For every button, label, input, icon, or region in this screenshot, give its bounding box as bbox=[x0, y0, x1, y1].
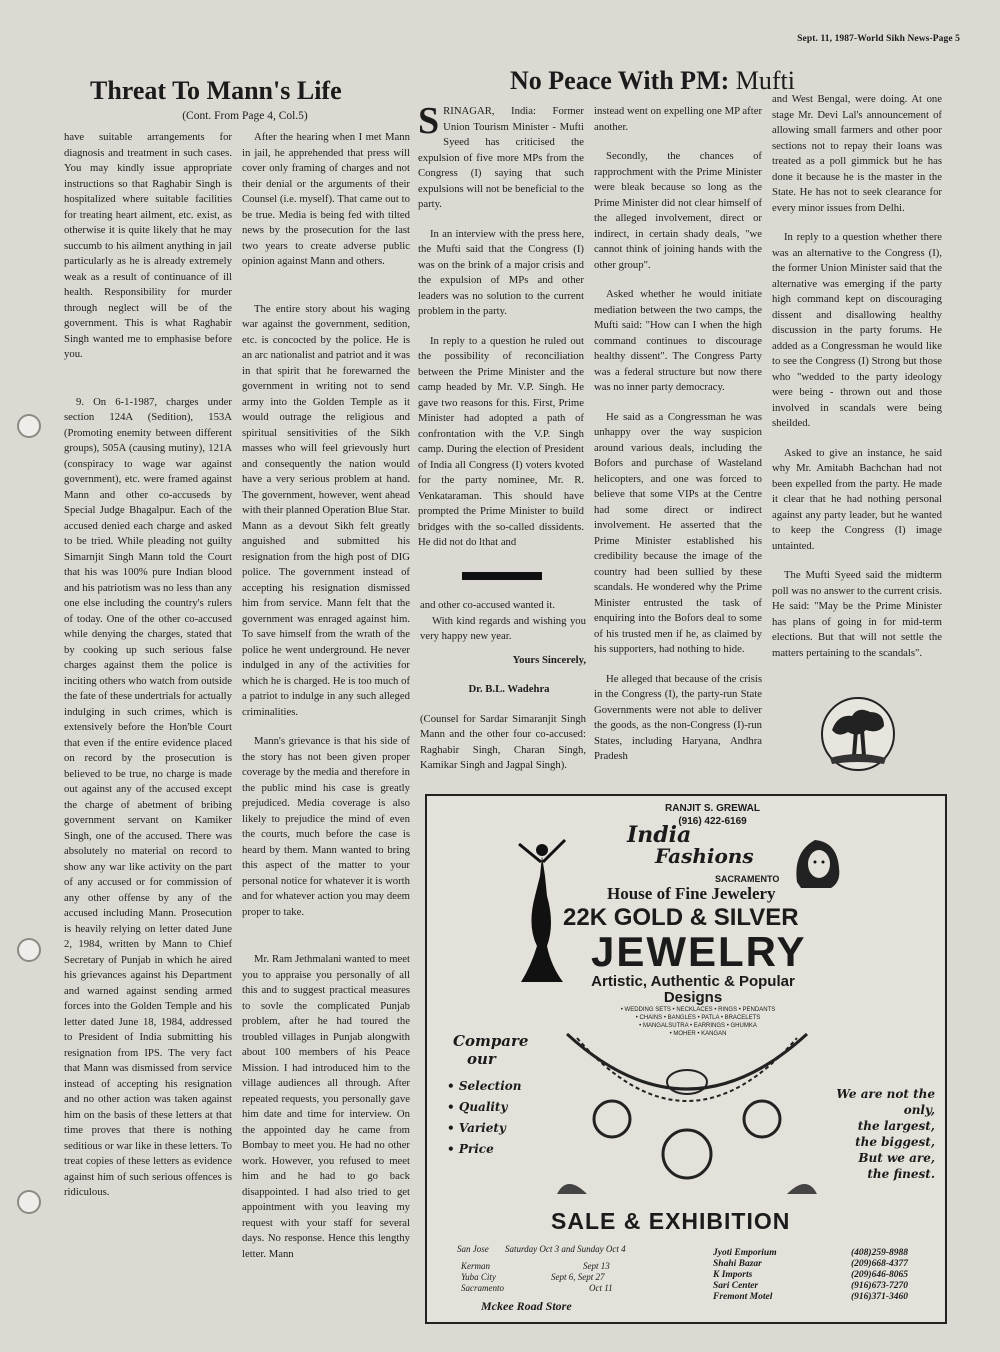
article-separator-bar bbox=[462, 572, 542, 580]
ad-city: SACRAMENTO bbox=[715, 874, 780, 884]
closing-salutation: Yours Sincerely, bbox=[512, 653, 586, 666]
ad-venue-date: Sept 6, Sept 27 bbox=[551, 1272, 605, 1282]
ad-store-name: Fremont Motel bbox=[713, 1292, 773, 1302]
binder-hole-middle bbox=[17, 938, 41, 962]
ad-venue-city: Yuba City bbox=[461, 1272, 496, 1282]
ad-sale-exhibition: SALE & EXHIBITION bbox=[551, 1208, 791, 1234]
ad-phone-number: (209)668-4377 bbox=[851, 1259, 908, 1269]
ad-venue-city: Kerman bbox=[461, 1261, 490, 1271]
paragraph: Mann's grievance is that his side of the story has not been given proper coverage by the media and therefore in the public mind his case is greatly prejudiced. Media coverage is also likely to prejudice the mind of even the courts, much before the case is heard by them. Mann wanted to bring this aspect of the matter to your personal notice for whatever it is worth and for whatever action you may deem proper to take. bbox=[242, 735, 410, 918]
paragraph: With kind regards and wishing you very happy new year. bbox=[420, 614, 586, 642]
ad-mckee-store: Mckee Road Store bbox=[481, 1299, 572, 1313]
letter-closing bbox=[420, 598, 586, 788]
tree-emblem-illustration bbox=[818, 694, 898, 774]
signature-name: Dr. B.L. Wadehra bbox=[468, 683, 550, 695]
ad-store-name: K Imports bbox=[713, 1270, 753, 1280]
paragraph: Asked whether he would initiate mediation between the two camps, the Mufti said: "How can I when the high command continues to discourage healthy dissent". The Congress Party was a federal structure but now there was no inner party democracy. bbox=[594, 288, 762, 393]
ad-compare-line: Compare bbox=[453, 1032, 529, 1050]
left-article-headline: Threat To Mann's Life bbox=[90, 76, 342, 105]
paragraph: He alleged that because of the crisis in the Congress (I), the party-run State Governments were not able to deliver the goods, as the non-Congress (I)-run States, including Haryana, Andhra Pradesh bbox=[594, 672, 762, 762]
left-article-column-1 bbox=[64, 130, 232, 1330]
signature-detail: (Counsel for Sardar Simaranjit Singh Mann and the other four co-accused: Raghabir Singh, Charan Singh, Kamikar Singh and Jagpal Singh). bbox=[420, 712, 586, 771]
paragraph: In reply to a question whether there was an alternative to the Congress (I), the former Union Minister said that the alternative was emerging if the party high command kept on discouraging dissent and disallowing healthy discussion in the party forums. He added as a Congressman he would like to see the Congress (I) Strong but those who "wedded to the party ideology were being - thrown out and those involved in scandals were being sheilded. bbox=[772, 231, 942, 429]
headline-light-part: Mufti bbox=[735, 66, 795, 95]
drop-cap: S bbox=[418, 104, 440, 142]
jewelry-advertisement bbox=[425, 794, 947, 1324]
ad-phone-number: (408)259-8988 bbox=[851, 1248, 908, 1258]
ad-bullet-item: • Price bbox=[447, 1139, 522, 1160]
ad-brand-line-2: Fashions bbox=[655, 844, 754, 868]
continued-from-note: (Cont. From Page 4, Col.5) bbox=[182, 110, 308, 122]
ad-compare-line: our bbox=[467, 1050, 496, 1068]
paragraph: and West Bengal, were doing. At one stage Mr. Devi Lal's announcement of allowing small farmers and other poor sections not to repay their loans was treated as a poll gimmick but he has done it because he is the master in the State. He has not to seek clearance for every minor issues from Delhi. bbox=[772, 93, 942, 214]
ad-slogan-line: the finest. bbox=[867, 1167, 935, 1181]
ad-slogan-line: the largest, bbox=[857, 1119, 935, 1133]
paragraph: The entire story about his waging war against the government, sedition, etc. is concocted by the police. He is an arc nationalist and patriot and it was in that spirit that he forewarned the government in writing not to send army into the Golden Temple as it would outrage the religious and spiritual sensitivities of the Sikh masses who will feel grievously hurt and consequently the nation would have a very serious problem at hand. The government, however, went ahead with their planned Operation Blue Star. Mann as a devout Sikh felt greatly anguished and submitted his resignation from the high post of DIG police. The government instead of accepting his resignation dismissed him from service. Mann felt that the government was enraged against him. To save himself from the wrath of the police he went underground. He never indulged in any of the activities for which he is charged. He is too much of a patriot to indulge in any such alleged criminalities. bbox=[242, 302, 410, 718]
ad-jewelry-title: JEWELRY bbox=[591, 928, 807, 975]
ad-phone-number: (916)371-3460 bbox=[851, 1292, 908, 1302]
ad-brand-line-1: India bbox=[627, 822, 692, 848]
page-dateline: Sept. 11, 1987-World Sikh News-Page 5 bbox=[797, 34, 960, 44]
ad-slogan-line: We are not the only, bbox=[836, 1087, 935, 1117]
necklace-illustration bbox=[537, 1024, 837, 1202]
ad-store-name: Shahi Bazar bbox=[713, 1259, 762, 1269]
ad-bullet-item: • Selection bbox=[447, 1076, 522, 1097]
right-article-headline bbox=[510, 66, 795, 96]
ad-items-line: • MOHER • KANGAN bbox=[669, 1031, 727, 1037]
ad-store-list bbox=[713, 1248, 777, 1303]
ad-store-name: Sari Center bbox=[713, 1281, 759, 1291]
ad-venue-city: Sacramento bbox=[461, 1283, 504, 1293]
paragraph: After the hearing when I met Mann in jail, he apprehended that press will cover only framing of charges and not their denial or the arguments of their Counsel (i.e. myself). That came out to be true. Media is being fed with tilted news by the prosecution for the last two years to create adverse public opinion against Mann and others. bbox=[242, 131, 410, 267]
ad-bullet-list bbox=[447, 1076, 522, 1160]
ad-slogan-line: But we are, bbox=[858, 1151, 935, 1165]
binder-hole-top bbox=[17, 414, 41, 438]
ad-slogan-line: the biggest, bbox=[855, 1135, 935, 1149]
paragraph: RINAGAR, India: Former Union Tourism Minister - Mufti Syeed has criticised the expulsion of five more MPs from the Congress (I) saying that such expulsions will not be beneficial to the party. bbox=[418, 105, 584, 210]
paragraph: and other co-accused wanted it. bbox=[420, 599, 556, 611]
ad-store-name: Jyoti Emporium bbox=[713, 1248, 777, 1258]
paragraph: 9. On 6-1-1987, charges under section 124A (Sedition), 153A (Promoting enemity between different groups), 505A (causing mutiny), 121A (conspiracy to wage war against government), etc. were framed against Mann and other co-accuseds by Special Judge Bhagalpur. Each of the accused denied each charge and asked to be tried. While pleading not guilty Simarnjit Singh Mann told the Court that his was 100% pure Indian blood and his patriotism was no less than any one else including the country's rulers of today. One of the other co-accused while denying the charges, stated that by cooking up such serious false charges against them the police is inciting others who watch from outside the fate of these undertrials for actually indulging in such crimes, which is extensively before the Hon'ble Court that even if the entire evidence placed on record by the prosecution is believed to be true, no charge is made out against any of the accused except the charge of abetment of bribing government servant on Kamiker Singh, one of the accused. There was absolutely no material on record to show any war like activity on the part of any accused or for commission of any other offense by any of the accused including Mann. Prosecution is heavily relying on letter dated June 2, 1984, written by Mann to Chief Secretary of Punjab in which he aired his grievances against his Department and warned against sending armed forces into the Golden Temple and his letter dated June 18, 1984, addressed to President of India submitting his resignation from IPS. The very fact that Mann was dismissed from service instead of accepting his resignation and no other action was taken against him on the basis of these letters at that time proves that there is nothing seditious or war like in these letters. To treat copies of these letters as evidence against him of such serious offences is ridiculous. bbox=[64, 395, 232, 1198]
paragraph: The Mufti Syeed said the midterm poll was no answer to the current crisis. He said: "May be the Prime Minister has plans of going in for mid-term elections. But that will not settle the matters pertaining to the scandals". bbox=[772, 569, 942, 659]
ad-venue-city: San Jose bbox=[457, 1244, 489, 1254]
ad-phone-number: (916)673-7270 bbox=[851, 1281, 908, 1291]
woman-portrait-illustration bbox=[787, 832, 847, 892]
ad-bullet-item: • Quality bbox=[447, 1097, 522, 1118]
paragraph: Mr. Ram Jethmalani wanted to meet you to appraise you personally of all this and to suggest practical measures to sovle the complicated Punjab problem, after he had toured the troubled villages in Punjab alongwith about 100 members of his Peace Mission. I had introduced him to the village audiences all through. After repeated requests, you personally gave him date and time for interview. On the appointed day he came from Bombay to meet you. He had no other work. However, you refused to meet him and he had to go back disappointed. I had also tried to get appointment with you leaving my request with your staff for several days. No response. Hence this lengthy letter. Mann bbox=[242, 953, 410, 1260]
ad-venue-date: Oct 11 bbox=[589, 1283, 613, 1293]
ad-subtitle: House of Fine Jewelery bbox=[607, 884, 776, 903]
ad-slogan bbox=[815, 1086, 935, 1182]
ad-contact-name: RANJIT S. GREWAL bbox=[665, 803, 761, 814]
paragraph: In reply to a question he ruled out the possibility of reconciliation between the Prime Minister and the camp headed by Mr. V.P. Singh. He gave two reasons for this. First, Prime Minister had adopted a path of confrontation with the V.P. Singh camp. During the election of President of India all Congress (I) voters kvoted for the party nominee, Mr. R. Venkataraman. This should have prompted the Prime Minister to build bridges with the so-called dissidents. He did not do lthat and bbox=[418, 334, 584, 548]
left-article-column-2 bbox=[242, 130, 410, 1330]
ad-bullet-item: • Variety bbox=[447, 1118, 522, 1139]
right-article-column-3 bbox=[418, 104, 584, 566]
ad-compare-heading bbox=[453, 1032, 528, 1068]
right-article-column-4 bbox=[594, 104, 762, 788]
ad-gold-silver: 22K GOLD & SILVER bbox=[563, 904, 799, 931]
ad-phone-list bbox=[851, 1248, 908, 1303]
paragraph: Asked to give an instance, he said why Mr. Amitabh Bachchan had not been expelled from the party. He made it clear that he had nothing personal against any party leader, but he wanted to keep the Congress (I) image untainted. bbox=[772, 446, 942, 552]
ad-contact-phone: (916) 422-6169 bbox=[678, 816, 747, 827]
ad-venue-date: Sept 13 bbox=[583, 1261, 610, 1271]
ad-designs-line: Artistic, Authentic & Popular Designs bbox=[591, 973, 795, 1006]
ad-phone-number: (209)646-8065 bbox=[851, 1270, 908, 1280]
ad-items-line: • CHAINS • BANGLES • PATLA • BRACELETS bbox=[635, 1015, 761, 1021]
paragraph: instead went on expelling one MP after another. bbox=[594, 105, 762, 133]
paragraph: Secondly, the chances of rapprochment with the Prime Minister were bleak because so long as the Prime Minister did not clear himself of the alleged involvement, direct or indirect, in certain shady deals, "we cannot think of joining hands with the other group". bbox=[594, 150, 762, 271]
right-article-column-5 bbox=[772, 92, 942, 692]
ad-items-line: • MANGALSUTRA • EARRINGS • GHUMKA bbox=[639, 1023, 757, 1029]
paragraph: In an interview with the press here, the Mufti said that the Congress (I) was on the brink of a major crisis and the expulsion of MPs and other leaders was no solution to the current problem in the party. bbox=[418, 227, 584, 317]
paragraph: He said as a Congressman he was unhappy over the way suspicion around various deals, including the Bofors and purchase of Wasteland helicopters, and one was forced to believe that some VIPs at the Centre had some direct or indirect involvement. He asserted that the Prime Minister established his credibility because the image of the country had been sullied by these scandals. He wondered why the Prime Minister entrusted the task of enquiring into the Bofors deal to some of his trusted men if he, as claimed by his supporters, had nothing to hide. bbox=[594, 410, 762, 655]
binder-hole-bottom bbox=[17, 1190, 41, 1214]
ad-items-line: • WEDDING SETS • NECKLACES • RINGS • PENDANTS bbox=[620, 1007, 776, 1013]
dancer-silhouette-illustration bbox=[507, 836, 577, 986]
headline-bold-part: No Peace With PM: bbox=[510, 66, 730, 95]
paragraph: have suitable arrangements for diagnosis and treatment in such cases. You may kindly issue appropriate instructions so that Raghabir Singh is hospitalized where suitable facilities for treating heart ailment, etc. exist, as otherwise it is quite likely that he may succumb to his ailment anything in jail particularly as he is already extremely weak as a result of continuance of ill health. Responsibility for murder through neglect will be of the government. This is what Raghabir Singh wanted me to emphasise before you. bbox=[64, 131, 232, 360]
ad-venue-date: Saturday Oct 3 and Sunday Oct 4 bbox=[505, 1244, 626, 1254]
